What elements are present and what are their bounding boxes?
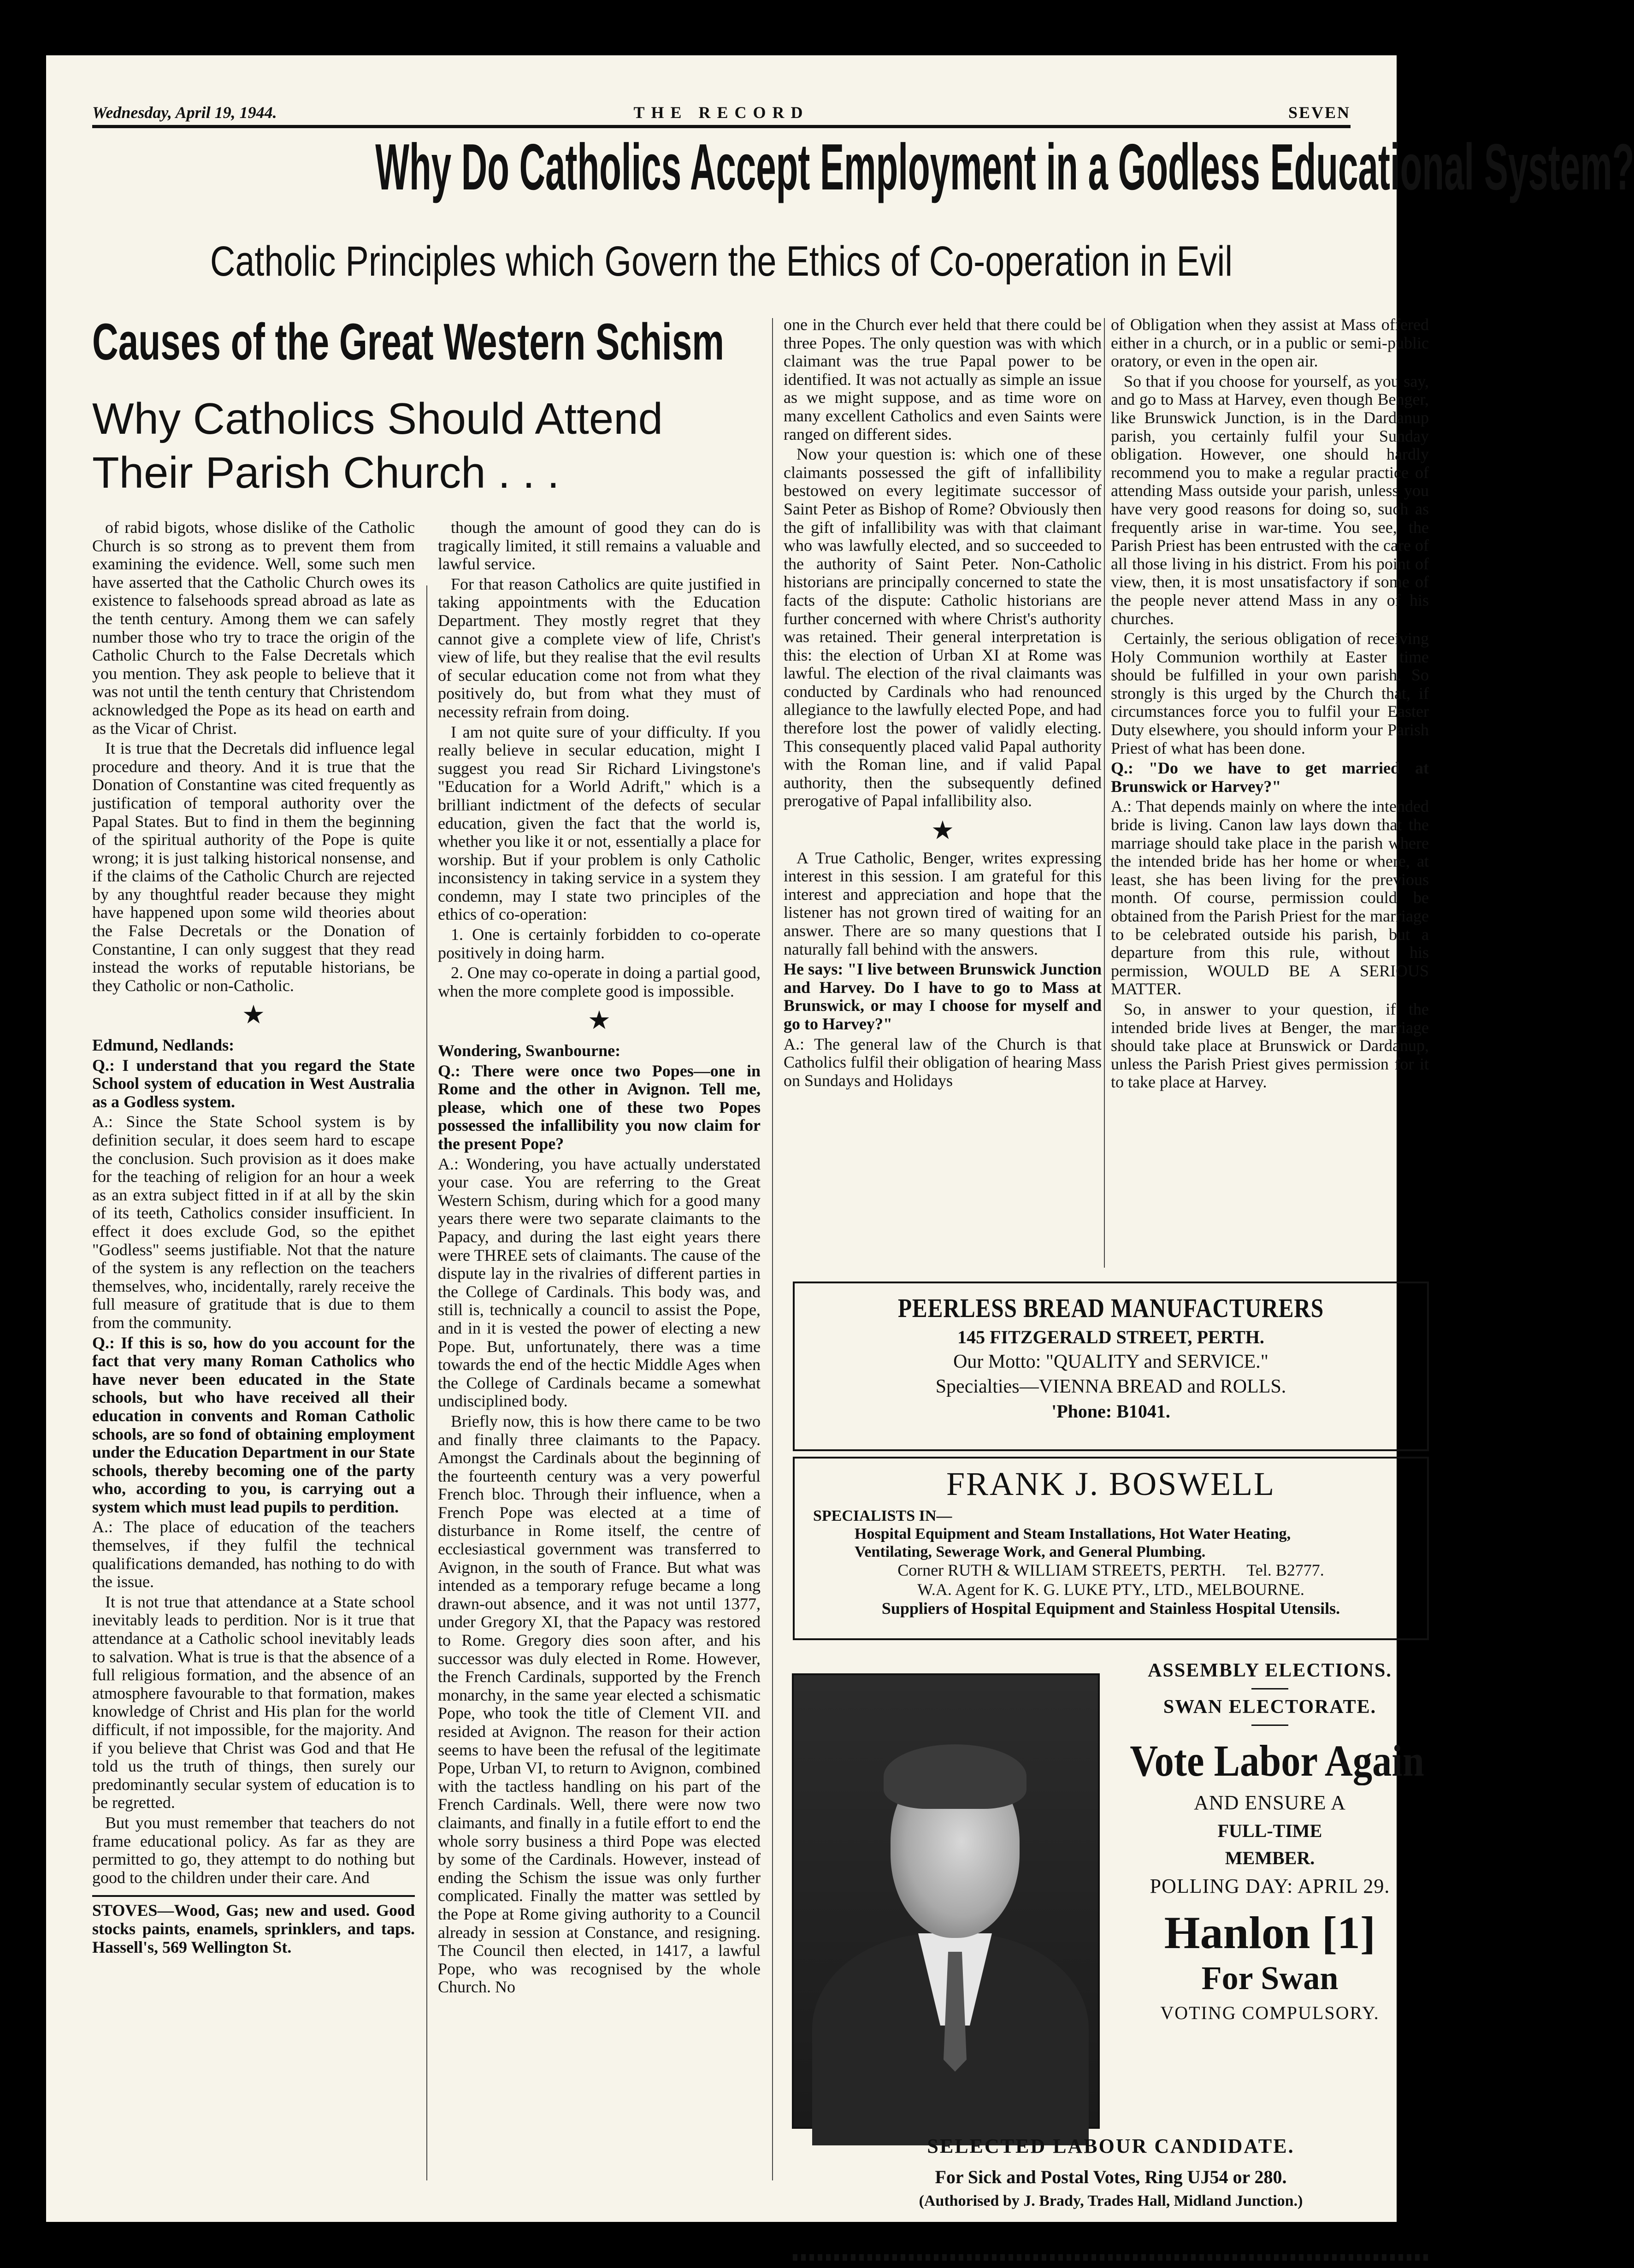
- paragraph: For that reason Catholics are quite justified in taking appointments with the Education Department. They mostly regret that they cannot give a complete view of life, Christ's view of life, but they realise that the evil results of secular education come not from what they positively do, but from what they must of necessity refrain from doing.: [438, 574, 761, 721]
- question: Q.: I understand that you regard the State School system of education in West Australia as a Godless system.: [92, 1056, 415, 1111]
- main-headline: Why Do Catholics Accept Employment in a Godless Educational System?: [375, 130, 1634, 204]
- election-footer: [793, 2134, 1429, 2210]
- paragraph: 2. One may co-operate in doing a partial good, when the more complete good is impossible.: [438, 963, 761, 1000]
- ad-spec-line: Ventilating, Sewerage Work, and General Plumbing.: [855, 1543, 1206, 1561]
- candidate-name: Hanlon [1]: [1164, 1907, 1376, 1958]
- candidate-photo: [792, 1673, 1100, 2129]
- paragraph: It is not true that attendance at a State school inevitably leads to perdition. Nor is it true that attendance at a Catholic school inevitably leads to salvation. What is true is that the absence of a full religious formation, and the absence of an atmosphere favourable to that formation, makes knowledge of Christ and His plan for the world difficult, if not impossible, for the majority. And if you believe that Christ was God and that He told us the truth of things, then surely our predominantly secular system of education is to be regretted.: [92, 1592, 415, 1812]
- ad-corner: Corner RUTH & WILLIAM STREETS, PERTH.: [897, 1561, 1226, 1580]
- ad-agent: W.A. Agent for K. G. LUKE PTY., LTD., MELBOURNE.: [917, 1580, 1304, 1599]
- article-column-1: [92, 519, 415, 2183]
- star-divider: ★: [931, 816, 955, 845]
- answer: A.: That depends mainly on where the intended bride is living. Canon law lays down that the marriage should take place in the parish where the intended bride has her home or where, at least, she has been living for the previous month. Of course, permission could be obtained from the Parish Priest for the marriage to be celebrated outside his parish, but a departure from this rule, without his permission, WOULD BE A SERIOUS MATTER.: [1111, 797, 1429, 998]
- classified-ad-stoves: STOVES—Wood, Gas; new and used. Good stocks paints, enamels, sprinklers, and taps. Hassell's, 569 Wellington St.: [92, 1895, 415, 1956]
- answer: A.: Since the State School system is by definition secular, it does seem hard to escape the conclusion. Such provision as it does make for the teaching of religion for an hour a week as an extra subject fitted in if at all by the skin of its teeth, Catholics consider insufficient. In effect it does exclude God, so the epithet "Godless" seems justifiable. Not that the nature of the system is any reflection on the teachers themselves, who, incidentally, rarely receive the full measure of gratitude that is due to them from the community.: [92, 1112, 415, 1332]
- ad-motto: Our Motto: "QUALITY and SERVICE.": [953, 1351, 1268, 1372]
- newspaper-page: [46, 55, 1634, 2222]
- selected-candidate: SELECTED LABOUR CANDIDATE.: [927, 2135, 1295, 2157]
- paragraph: So, in answer to your question, if the intended bride lives at Benger, the marriage should take place at Brunswick or Dardanup, unless the Parish Priest gives permission for it to take place at Harvey.: [1111, 999, 1429, 1092]
- parish-subhead-line-2: Their Parish Church . . .: [92, 448, 560, 498]
- election-ad: [1111, 1655, 1429, 2024]
- authorisation: (Authorised by J. Brady, Trades Hall, Midland Junction.): [919, 2192, 1303, 2209]
- ad-suppliers-text: Suppliers of Hospital Equipment and Stainless Hospital Utensils.: [881, 1599, 1340, 1618]
- ad-peerless-bread: [793, 1282, 1429, 1451]
- star-divider: ★: [587, 1006, 611, 1035]
- ad-suppliers: [795, 1599, 1427, 1618]
- election-line: VOTING COMPULSORY.: [1160, 2002, 1380, 2023]
- column-rule: [1104, 318, 1105, 1268]
- article-column-4: [1111, 316, 1429, 1265]
- question: Q.: If this is so, how do you account for the fact that very many Roman Catholics who have never been educated in the State schools, but who have received all their education in convents and Roman Catholic schools, are so fond of obtaining employment under the Education Department in our State schools, thereby becoming one of the party who, according to you, is carrying out a system which must lead pupils to perdition.: [92, 1333, 415, 1516]
- paragraph: It is true that the Decretals did influence legal procedure and theory. And it is true that the Donation of Constantine was cited frequently as justification of temporal authority over the Papal States. But to find in them the beginning of the spiritual authority of the Pope is quite wrong; it is just talking historical nonsense, and if the claims of the Catholic Church are rejected by any thoughtful reader because they might have happened upon some wild theories about the False Decretals or the Donation of Constantine, I can only suggest that they read instead the works of reputable historians, be they Catholic or non-Catholic.: [92, 739, 415, 995]
- election-line: ASSEMBLY ELECTIONS.: [1148, 1660, 1392, 1681]
- star-divider: ★: [242, 1001, 265, 1030]
- election-line: SWAN ELECTORATE.: [1163, 1696, 1377, 1718]
- paragraph: A True Catholic, Benger, writes expressing interest in this session. I am grateful for this interest and appreciation and hope that the listener has not grown tired of waiting for an answer. There are so many questions that I naturally fall behind with the answers.: [784, 848, 1102, 958]
- paragraph: of Obligation when they assist at Mass offered either in a church, or in a public or semi-public oratory, or even in the open air.: [1111, 315, 1429, 371]
- question: Q.: There were once two Popes—one in Rome and the other in Avignon. Tell me, please, which one of these two Popes possessed the infallibility you now claim for the present Pope?: [438, 1061, 761, 1153]
- ad-title: PEERLESS BREAD MANUFACTURERS: [897, 1293, 1324, 1323]
- photo-hair: [884, 1744, 1026, 1809]
- polling-day: POLLING DAY: APRIL 29.: [1150, 1875, 1390, 1897]
- page-number: SEVEN: [1288, 103, 1351, 122]
- parish-subhead: [92, 392, 765, 500]
- ad-address: 145 FITZGERALD STREET, PERTH.: [957, 1327, 1264, 1347]
- paragraph: So that if you choose for yourself, as you say, and go to Mass at Harvey, even though Benger, like Brunswick Junction, is in the Dardanup parish, you certainly fulfil your Sunday obligation. However, one should hardly recommend you to make a regular practice of attending Mass outside your parish, unless you have very good reasons for doing so, such as frequently arise in war-time. You see, the Parish Priest has been entrusted with the care of all those living in his district. From his point of view, then, it is most unsatisfactory if some of the people never attend Mass in any of his churches.: [1111, 372, 1429, 628]
- election-line: AND ENSURE A: [1194, 1791, 1346, 1814]
- column-rule: [426, 585, 427, 2180]
- question: He says: "I live between Brunswick Junction and Harvey. Do I have to go to Mass at Brunswick, or may I choose for myself and go to Harvey?": [784, 960, 1102, 1033]
- question: Q.: "Do we have to get married at Brunswick or Harvey?": [1111, 759, 1429, 796]
- paragraph: Certainly, the serious obligation of receiving Holy Communion worthily at Easter time should be fulfilled in your own parish. So strongly is this urged by the Church that, if circumstances force you to fulfil your Easter Duty elsewhere, you should inform your Parish Priest of what has been done.: [1111, 629, 1429, 757]
- candidate-electorate: For Swan: [1201, 1960, 1339, 1996]
- answer: A.: Wondering, you have actually understated your case. You are referring to the Great Western Schism, during which for a good many years there were two separate claimants to the Papacy, and during the last eight years there were THREE sets of claimants. The cause of the dispute lay in the rivalries of different parties in the College of Cardinals. This body was, and still is, technically a council to assist the Pope, and in it is vested the power of electing a new Pope. But, unfortunately, there was a time towards the end of the hectic Middle Ages when the College of Cardinals became a somewhat undisciplined body.: [438, 1154, 761, 1411]
- divider: [1251, 1725, 1288, 1726]
- paragraph: one in the Church ever held that there could be three Popes. The only question was with which claimant was the true Papal power to be identified. It was not actually as simple an issue as we might suppose, and as time wore on many excellent Catholics and even Saints were ranged on different sides.: [784, 315, 1102, 443]
- paragraph: though the amount of good they can do is tragically limited, it still remains a valuable and lawful service.: [438, 518, 761, 573]
- divider: [1251, 1688, 1288, 1689]
- election-slogan: Vote Labor Again: [1130, 1736, 1424, 1785]
- election-line: FULL-TIME: [1217, 1820, 1322, 1841]
- ad-spec-line: Hospital Equipment and Steam Installations, Hot Water Heating,: [855, 1525, 1291, 1543]
- paragraph: Briefly now, this is how there came to be two and finally three claimants to the Papacy. Amongst the Cardinals about the beginning of the fourteenth century was a very powerful French bloc. Through their influence, when a French Pope was elected at a time of disturbance in Rome itself, the centre of ecclesiastical government was transferred to Avignon, in the south of France. But what was intended as a temporary refuge became a long drawn-out absence, and it was not until 1377, under Gregory XI, that the Papacy was restored to Rome. Gregory dies soon after, and his successor was duly elected in Rome. However, the French Cardinals, supported by the French monarchy, in the same year elected a schismatic Pope, who took the title of Clement VII. and resided at Avignon. The reason for their action seems to have been the refusal of the legitimate Pope, Urban VI, to return to Avignon, combined with the tactless handling on his part of the French Cardinals. Well, there were now two claimants, and finally in a futile effort to end the whole sorry business a third Pope was elected by some of the Cardinals. However, instead of ending the Schism the issue was only further complicated. Finally the matter was settled by the Pope at Rome giving authority to a Council already in session at Constance, and resigning. The Council then elected, in 1417, a lawful Pope, who was recognised by the whole Church. No: [438, 1412, 761, 1996]
- paragraph: But you must remember that teachers do not frame educational policy. As far as they are permitted to go, they attempt to do nothing but good to the children under their care. And: [92, 1813, 415, 1887]
- parish-subhead-line-1: Why Catholics Should Attend: [92, 394, 663, 443]
- article-column-2: [438, 519, 761, 2183]
- decorative-border: [793, 2254, 1429, 2261]
- column-rule: [772, 318, 773, 2180]
- answer: A.: The general law of the Church is that Catholics fulfil their obligation of hearing Mass on Sundays and Holidays: [784, 1034, 1102, 1090]
- paragraph: of rabid bigots, whose dislike of the Catholic Church is so strong as to prevent them from examining the evidence. Well, some such men have asserted that the Catholic Church owes its existence to falsehoods spread abroad as late as the tenth century. Among them we can safely number those who try to trace the origin of the Catholic Church to the False Decretals which you mention. They ask people to believe that it was not until the tenth century that Christendom acknowledged the Pope as its head on earth and as the Vicar of Christ.: [92, 518, 415, 738]
- ad-spec-label: SPECIALISTS IN—: [813, 1507, 952, 1524]
- ad-phone: 'Phone: B1041.: [1051, 1401, 1170, 1422]
- postal-votes: For Sick and Postal Votes, Ring UJ54 or 280.: [935, 2167, 1287, 2187]
- issue-date: Wednesday, April 19, 1944.: [92, 103, 277, 122]
- headline-deck: Catholic Principles which Govern the Ethics of Co-operation in Evil: [210, 238, 1233, 285]
- ad-contact: [795, 1561, 1427, 1580]
- masthead: [92, 99, 1351, 128]
- article-column-3: [784, 316, 1102, 1265]
- ad-tel: Tel. B2777.: [1246, 1561, 1324, 1580]
- correspondent-signature: Edmund, Nedlands:: [92, 1036, 235, 1055]
- paragraph: I am not quite sure of your difficulty. If you really believe in secular education, might I suggest you read Sir Richard Livingstone's "Education for a World Adrift," which is a brilliant indictment of the defects of secular education, given the fact that the world is, whether you like it or not, essentially a place for worship. But if your problem is only Catholic inconsistency in taking service in a system they condemn, may I state two principles of the ethics of co-operation:: [438, 722, 761, 924]
- answer: A.: The place of education of the teachers themselves, if they fulfil the technical qualifications demanded, has nothing to do with the issue.: [92, 1518, 415, 1591]
- correspondent-signature: Wondering, Swanbourne:: [438, 1041, 621, 1060]
- paragraph: 1. One is certainly forbidden to co-operate positively in doing harm.: [438, 925, 761, 962]
- election-line: MEMBER.: [1225, 1848, 1315, 1868]
- paragraph: Now your question is: which one of these claimants possessed the gift of infallibility bestowed on every legitimate successor of Saint Peter as Bishop of Rome? Obviously then the gift of infallibility was with that claimant who was lawfully elected, and so succeeded to the authority of Saint Peter. Non-Catholic historians are principally concerned to state the facts of the dispute: Catholic historians are further concerned with where Christ's authority was retained. Their general interpretation is this: the election of Urban XI at Rome was lawful. The election of the rival claimants was conducted by Cardinals who had renounced allegiance to the lawfully elected Pope, and had therefore lost the power of validly electing. This consequently placed valid Papal authority with the Roman line, and if valid Papal authority, then the subsequently defined prerogative of Papal infallibility also.: [784, 445, 1102, 810]
- paper-name: THE RECORD: [633, 103, 809, 122]
- schism-subhead: Causes of the Great Western Schism: [92, 313, 725, 371]
- ad-title: FRANK J. BOSWELL: [946, 1465, 1276, 1502]
- ad-specialists: [795, 1507, 1427, 1561]
- ad-specialties: Specialties—VIENNA BREAD and ROLLS.: [935, 1376, 1286, 1397]
- ad-frank-boswell: [793, 1457, 1429, 1640]
